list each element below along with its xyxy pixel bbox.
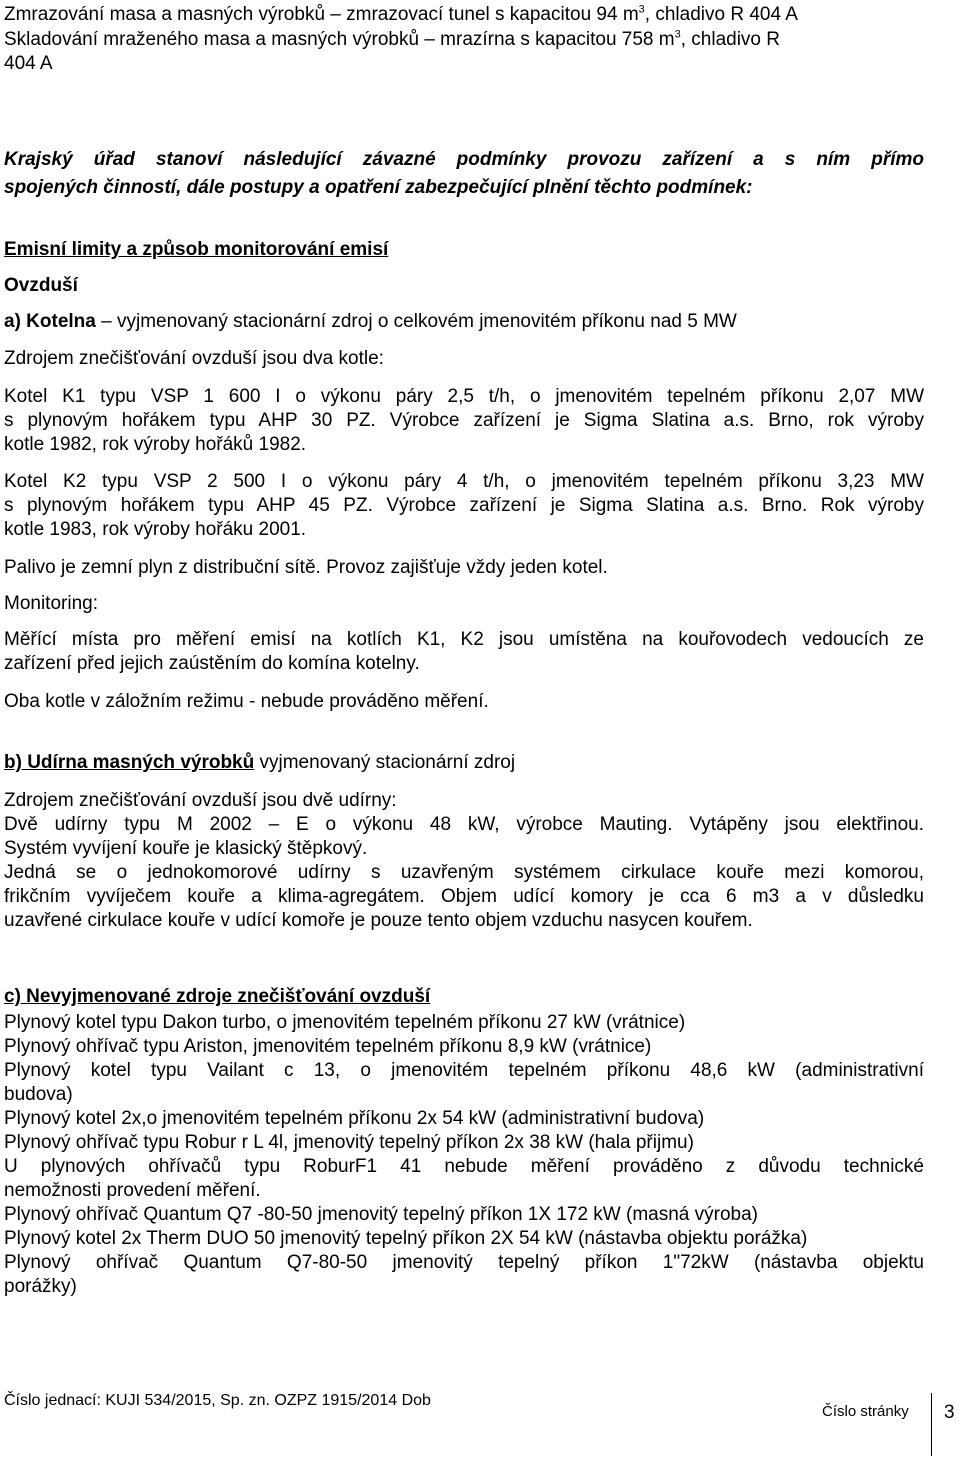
monitoring-label: Monitoring: [4,593,98,614]
section-b-line: Systém vyvíjení kouře je klasický štěpkový. [4,838,368,859]
k1-line: kotle 1982, rok výroby hořáků 1982. [4,434,307,455]
k2-line: kotle 1983, rok výroby hořáku 2001. [4,519,307,540]
section-c-line: nemožnosti provedení měření. [4,1180,261,1201]
measure-line: zařízení před jejich zaústěním do komína kotelny. [4,653,420,674]
header-line-1: Zmrazování masa a masných výrobků – zmrazovací tunel s kapacitou 94 $m^3$, chladivo R 404 A [4,3,798,25]
k1-line: Kotel K1 typu VSP 1 600 I o výkonu páry 2,5 t/h, o jmenovitém tepelném příkonu 2,07 MW [4,386,924,407]
section-b-title: b) Udírna masných výrobků vyjmenovaný stacionární zdroj [4,752,516,773]
footer-reference: Číslo jednací: KUJI 534/2015, Sp. zn. OZPZ 1915/2014 Dob [4,1392,431,1409]
section-c-title: c) Nevyjmenované zdroje znečišťování ovzduší [4,986,431,1007]
section-c-line: Plynový ohřívač typu Ariston, jmenovitém tepelném příkonu 8,9 kW (vrátnice) [4,1036,652,1057]
intro-line-2: spojených činností, dále postupy a opatření zabezpečující plnění těchto podmínek: [4,177,753,198]
section-b-line: uzavřené cirkulace kouře v udící komoře je pouze tento objem vzduchu nasycen kouřem. [4,910,753,931]
section-c-line: porážky) [4,1276,77,1297]
section-c-line: Plynový kotel typu Vailant c 13, o jmenovitém tepelném příkonu 48,6 kW (administrativní [4,1060,924,1081]
section-c-line: Plynový kotel 2x Therm DUO 50 jmenovitý tepelný příkon 2X 54 kW (nástavba objektu porážka) [4,1228,808,1249]
section-c-line: Plynový kotel 2x,o jmenovitém tepelném příkonu 2x 54 kW (administrativní budova) [4,1108,705,1129]
section-b-line: Dvě udírny typu M 2002 – E o výkonu 48 kW, výrobce Mauting. Vytápěny jsou elektřinou. [4,814,924,835]
section-a-title: a) Kotelna – vyjmenovaný stacionární zdroj o celkovém jmenovitém příkonu nad 5 MW [4,311,737,332]
header-line-2: Skladování mraženého masa a masných výrobků – mrazírna s kapacitou 758 $m^3$, chladivo R [4,28,781,50]
k2-line: Kotel K2 typu VSP 2 500 I o výkonu páry 4 t/h, o jmenovitém tepelném příkonu 3,23 MW [4,471,924,492]
footer-page-label: Číslo stránky [822,1403,909,1420]
k1-line: s plynovým hořákem typu AHP 30 PZ. Výrobce zařízení je Sigma Slatina a.s. Brno, rok výroby [4,410,924,431]
section-a-source: Zdrojem znečišťování ovzduší jsou dva kotle: [4,348,384,369]
section-b-line: Zdrojem znečišťování ovzduší jsou dvě udírny: [4,790,397,811]
section-c-line: Plynový kotel typu Dakon turbo, o jmenovitém tepelném příkonu 27 kW (vrátnice) [4,1012,686,1033]
air-heading: Ovzduší [4,275,78,296]
section-b-line: Jedná se o jednokomorové udírny s uzavřeným systémem cirkulace kouře mezi komorou, [4,862,924,883]
section-b-line: frikčním vyvíječem kouře a klima-agregátem. Objem udící komory je cca 6 m3 a v důsledku [4,886,924,907]
fuel-line: Palivo je zemní plyn z distribuční sítě. Provoz zajišťuje vždy jeden kotel. [4,557,608,578]
section-c-line: Plynový ohřívač Quantum Q7 -80-50 jmenovitý tepelný příkon 1X 172 kW (masná výroba) [4,1204,759,1225]
footer-page-number: 3 [944,1402,955,1423]
standby-line: Oba kotle v záložním režimu - nebude prováděno měření. [4,691,489,712]
k2-line: s plynovým hořákem typu AHP 45 PZ. Výrobce zařízení je Sigma Slatina a.s. Brno. Rok výroby [4,495,924,516]
section-c-line: Plynový ohřívač Quantum Q7-80-50 jmenovitý tepelný příkon 1"72kW (nástavba objektu [4,1252,924,1273]
section-c-line: budova) [4,1084,73,1105]
section-c-line: Plynový ohřívač typu Robur r L 4l, jmenovitý tepelný příkon 2x 38 kW (hala přijmu) [4,1132,694,1153]
emission-heading: Emisní limity a způsob monitorování emisí [4,239,389,260]
intro-line-1: Krajský úřad stanoví následující závazné podmínky provozu zařízení a s ním přímo [4,149,924,170]
footer-divider [931,1393,932,1456]
header-line-3: 404 A [4,53,53,74]
measure-line: Měřící místa pro měření emisí na kotlích K1, K2 jsou umístěna na kouřovodech vedoucích ze [4,629,924,650]
section-c-line: U plynových ohřívačů typu RoburF1 41 nebude měření prováděno z důvodu technické [4,1156,924,1177]
